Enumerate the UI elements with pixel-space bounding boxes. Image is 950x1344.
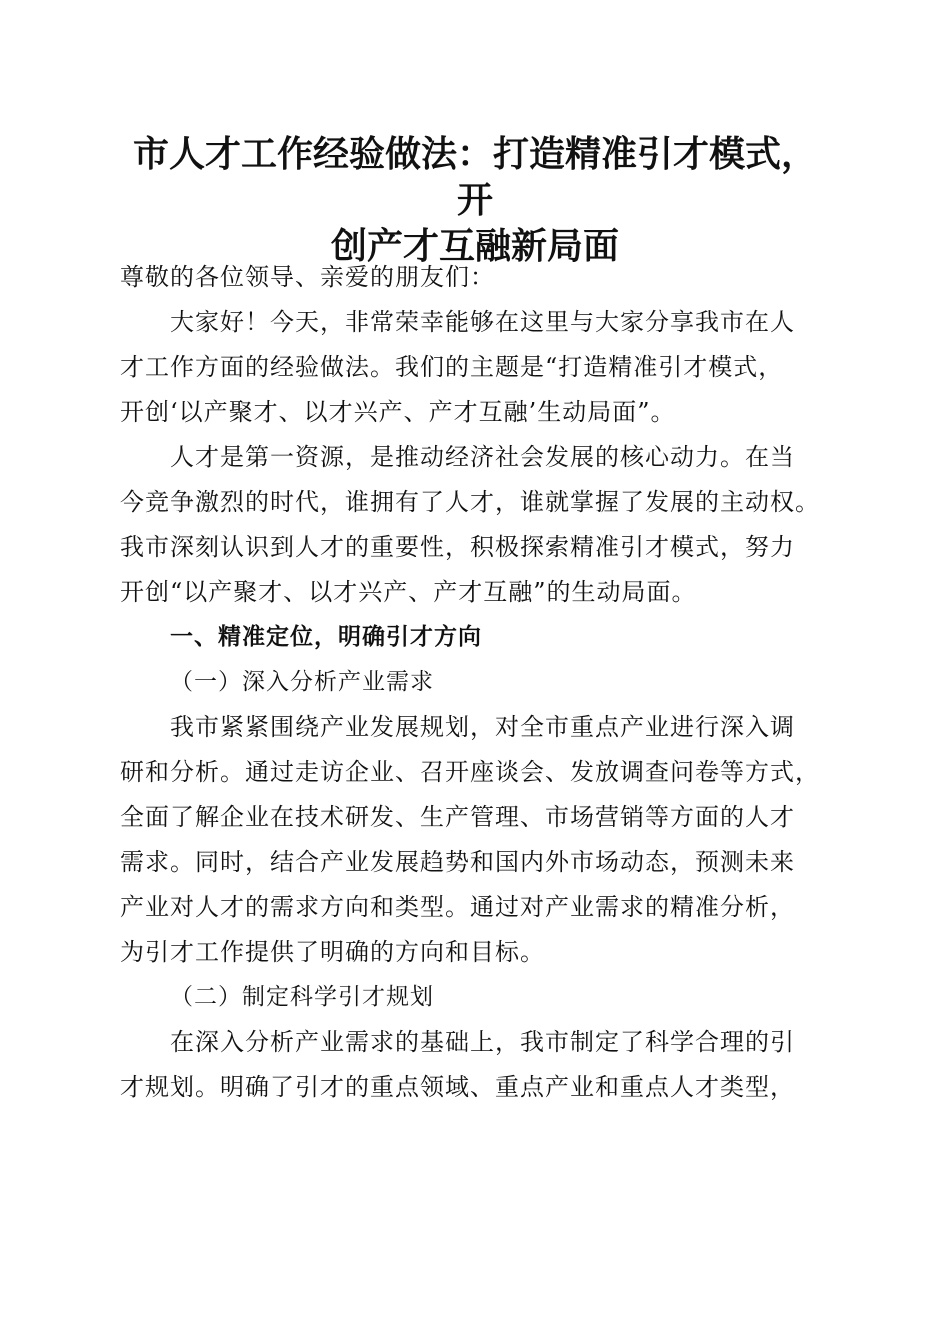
text-line: 需求。同时，结合产业发展趋势和国内外市场动态，预测未来 bbox=[120, 848, 795, 876]
paragraph-1 bbox=[120, 300, 832, 435]
text-line: 开创‘以产聚才、以才兴产、产才互融’生动局面”。 bbox=[120, 398, 676, 426]
title-line-2: 创产才互融新局面 bbox=[330, 226, 619, 267]
text-line: 研和分析。通过走访企业、召开座谈会、发放调查问卷等方式， bbox=[120, 758, 820, 786]
text-line: 为引才工作提供了明确的方向和目标。 bbox=[120, 938, 545, 966]
subsection-heading-1: （一）深入分析产业需求 bbox=[170, 669, 434, 695]
text-line: 产业对人才的需求方向和类型。通过对产业需求的精准分析， bbox=[120, 893, 795, 921]
text-line: 开创“以产聚才、以才兴产、产才互融”的生动局面。 bbox=[120, 578, 697, 606]
text-line: 才规划。明确了引才的重点领域、重点产业和重点人才类型， bbox=[120, 1073, 795, 1101]
text-line: 我市紧紧围绕产业发展规划，对全市重点产业进行深入调 bbox=[170, 713, 795, 741]
subsection-heading-2: （二）制定科学引才规划 bbox=[170, 984, 434, 1010]
document-title bbox=[118, 132, 832, 270]
title-line-1: 市人才工作经验做法：打造精准引才模式，开 bbox=[132, 134, 817, 221]
salutation: 尊敬的各位领导、亲爱的朋友们： bbox=[120, 263, 495, 291]
paragraph-4 bbox=[120, 1020, 832, 1110]
text-line: 人才是第一资源，是推动经济社会发展的核心动力。在当 bbox=[170, 443, 795, 471]
text-line: 才工作方面的经验做法。我们的主题是“打造精准引才模式， bbox=[120, 353, 784, 381]
text-line: 今竞争激烈的时代，谁拥有了人才，谁就掌握了发展的主动权。 bbox=[120, 488, 820, 516]
text-line: 大家好！今天，非常荣幸能够在这里与大家分享我市在人 bbox=[170, 308, 795, 336]
paragraph-2 bbox=[120, 435, 832, 615]
section-heading-1: 一、精准定位，明确引才方向 bbox=[170, 624, 482, 650]
text-line: 在深入分析产业需求的基础上，我市制定了科学合理的引 bbox=[170, 1028, 795, 1056]
text-line: 我市深刻认识到人才的重要性，积极探索精准引才模式，努力 bbox=[120, 533, 795, 561]
text-line: 全面了解企业在技术研发、生产管理、市场营销等方面的人才 bbox=[120, 803, 795, 831]
document-body bbox=[120, 255, 832, 1110]
paragraph-3 bbox=[120, 705, 832, 975]
